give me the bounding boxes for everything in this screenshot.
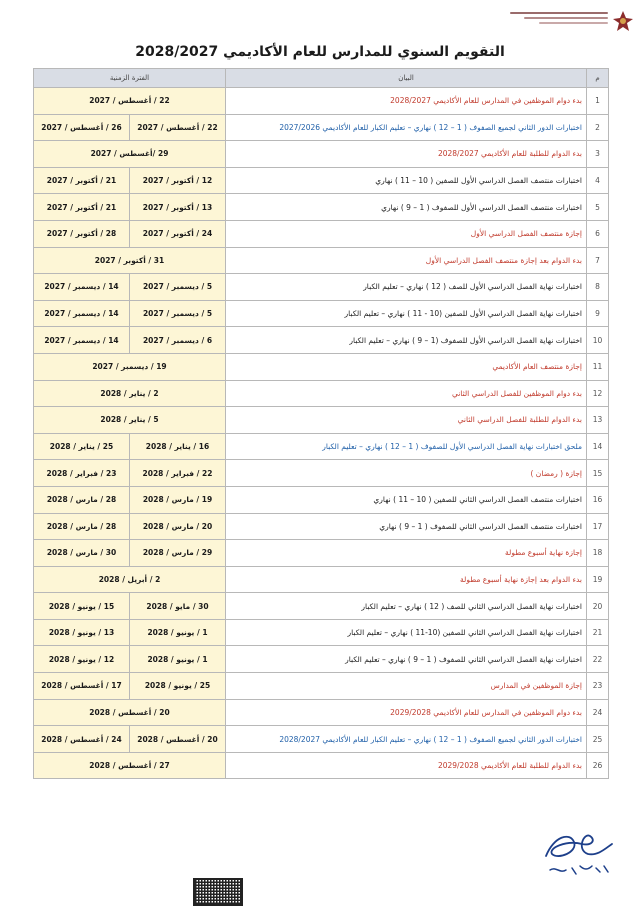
row-start-date: 20 / مارس / 2028 <box>130 513 226 540</box>
table-row <box>34 327 609 354</box>
row-description: بدء دوام الموظفين في المدارس للعام الأكاديمي 2029/2028 <box>226 699 587 726</box>
row-start-date: 25 / يونيو / 2028 <box>130 673 226 700</box>
row-description: اختبارات نهاية الفصل الدراسي الثاني للصفين (10-11 ) نهاري – تعليم الكبار <box>226 619 587 646</box>
row-number: 18 <box>587 540 609 567</box>
row-description: إجازة ( رمضان ) <box>226 460 587 487</box>
row-description: اختبارات نهاية الفصل الدراسي الثاني للصف ( 12 ) نهاري – تعليم الكبار <box>226 593 587 620</box>
row-end-date: 25 / يناير / 2028 <box>34 433 130 460</box>
row-description: إجازة نهاية أسبوع مطولة <box>226 540 587 567</box>
row-number: 10 <box>587 327 609 354</box>
row-number: 1 <box>587 88 609 115</box>
qr-code-icon <box>193 878 243 906</box>
table-row <box>34 593 609 620</box>
row-start-date: 29 / مارس / 2028 <box>130 540 226 567</box>
row-number: 8 <box>587 274 609 301</box>
table-row <box>34 220 609 247</box>
row-date: 27 / أغسطس / 2028 <box>34 752 226 779</box>
row-start-date: 24 / أكتوبر / 2027 <box>130 220 226 247</box>
page-title: التقويم السنوي للمدارس للعام الأكاديمي 2028/2027 <box>135 44 505 60</box>
row-description: اختبارات منتصف الفصل الدراسي الأول للصفين ( 10 – 11 ) نهاري <box>226 167 587 194</box>
table-row <box>34 752 609 779</box>
table-row <box>34 513 609 540</box>
row-start-date: 12 / أكتوبر / 2027 <box>130 167 226 194</box>
row-end-date: 26 / أغسطس / 2027 <box>34 114 130 141</box>
row-description: اختبارات منتصف الفصل الدراسي الثاني للصفين ( 10 – 11 ) نهاري <box>226 486 587 513</box>
row-start-date: 22 / فبراير / 2028 <box>130 460 226 487</box>
row-end-date: 28 / أكتوبر / 2027 <box>34 220 130 247</box>
row-description: بدء الدوام للطلبة للعام الأكاديمي 2029/2028 <box>226 752 587 779</box>
row-description: اختبارات نهاية الفصل الدراسي الأول للصفين (10 - 11 ) نهاري – تعليم الكبار <box>226 300 587 327</box>
row-number: 9 <box>587 300 609 327</box>
row-description: ملحق اختبارات نهاية الفصل الدراسي الأول للصفوف ( 1 – 12 ) نهاري – تعليم الكبار <box>226 433 587 460</box>
table-row <box>34 300 609 327</box>
row-description: بدء دوام الموظفين في المدارس للعام الأكاديمي 2028/2027 <box>226 88 587 115</box>
table-body <box>34 88 609 779</box>
row-number: 26 <box>587 752 609 779</box>
row-date: 22 / أغسطس / 2027 <box>34 88 226 115</box>
table-row <box>34 141 609 168</box>
row-number: 17 <box>587 513 609 540</box>
row-description: بدء الدوام بعد إجازة منتصف الفصل الدراسي الأول <box>226 247 587 274</box>
row-number: 4 <box>587 167 609 194</box>
row-date: 5 / يناير / 2028 <box>34 407 226 434</box>
row-end-date: 15 / يونيو / 2028 <box>34 593 130 620</box>
table-row <box>34 566 609 593</box>
row-number: 16 <box>587 486 609 513</box>
row-description: اختبارات منتصف الفصل الدراسي الأول للصفوف ( 1 – 9 ) نهاري <box>226 194 587 221</box>
row-number: 5 <box>587 194 609 221</box>
signature-icon <box>536 826 620 890</box>
row-number: 15 <box>587 460 609 487</box>
row-end-date: 14 / ديسمبر / 2027 <box>34 274 130 301</box>
table-row <box>34 540 609 567</box>
table-row <box>34 699 609 726</box>
row-end-date: 14 / ديسمبر / 2027 <box>34 300 130 327</box>
row-number: 6 <box>587 220 609 247</box>
row-start-date: 5 / ديسمبر / 2027 <box>130 274 226 301</box>
row-description: اختبارات منتصف الفصل الدراسي الثاني للصفوف ( 1 – 9 ) نهاري <box>226 513 587 540</box>
table-row <box>34 274 609 301</box>
row-number: 21 <box>587 619 609 646</box>
header-num: م <box>587 69 609 88</box>
header-period: الفترة الزمنية <box>34 69 226 88</box>
row-number: 2 <box>587 114 609 141</box>
row-number: 20 <box>587 593 609 620</box>
row-date: 31 / أكتوبر / 2027 <box>34 247 226 274</box>
table-row <box>34 114 609 141</box>
row-date: 2 / أبريل / 2028 <box>34 566 226 593</box>
row-end-date: 13 / يونيو / 2028 <box>34 619 130 646</box>
row-number: 11 <box>587 353 609 380</box>
row-number: 22 <box>587 646 609 673</box>
row-number: 3 <box>587 141 609 168</box>
row-description: اختبارات نهاية الفصل الدراسي الأول للصفوف (1 – 9 ) نهاري – تعليم الكبار <box>226 327 587 354</box>
table-row <box>34 194 609 221</box>
table-row <box>34 247 609 274</box>
row-end-date: 14 / ديسمبر / 2027 <box>34 327 130 354</box>
row-end-date: 24 / أغسطس / 2028 <box>34 726 130 753</box>
table-row <box>34 407 609 434</box>
row-number: 23 <box>587 673 609 700</box>
row-start-date: 1 / يونيو / 2028 <box>130 646 226 673</box>
row-end-date: 12 / يونيو / 2028 <box>34 646 130 673</box>
row-end-date: 28 / مارس / 2028 <box>34 486 130 513</box>
table-row <box>34 88 609 115</box>
row-end-date: 28 / مارس / 2028 <box>34 513 130 540</box>
row-start-date: 16 / يناير / 2028 <box>130 433 226 460</box>
row-start-date: 30 / مايو / 2028 <box>130 593 226 620</box>
row-description: بدء دوام الموظفين للفصل الدراسي الثاني <box>226 380 587 407</box>
row-description: اختبارات الدور الثاني لجميع الصفوف ( 1 – 12 ) نهاري – تعليم الكبار للعام الأكاديمي 2027/2026 <box>226 114 587 141</box>
row-description: إجازة الموظفين في المدارس <box>226 673 587 700</box>
row-end-date: 17 / أغسطس / 2028 <box>34 673 130 700</box>
row-description: إجازة منتصف العام الأكاديمي <box>226 353 587 380</box>
row-start-date: 5 / ديسمبر / 2027 <box>130 300 226 327</box>
row-number: 7 <box>587 247 609 274</box>
table-row <box>34 433 609 460</box>
row-start-date: 13 / أكتوبر / 2027 <box>130 194 226 221</box>
table-row <box>34 167 609 194</box>
row-end-date: 30 / مارس / 2028 <box>34 540 130 567</box>
logo-emblem-icon <box>612 10 634 32</box>
row-end-date: 21 / أكتوبر / 2027 <box>34 194 130 221</box>
table-row <box>34 673 609 700</box>
row-start-date: 22 / أغسطس / 2027 <box>130 114 226 141</box>
row-date: 20 / أغسطس / 2028 <box>34 699 226 726</box>
row-date: 29 /أغسطس / 2027 <box>34 141 226 168</box>
table-row <box>34 646 609 673</box>
row-end-date: 23 / فبراير / 2028 <box>34 460 130 487</box>
row-number: 25 <box>587 726 609 753</box>
logo-wordmark <box>510 12 608 27</box>
table-header-row <box>34 69 609 88</box>
row-number: 12 <box>587 380 609 407</box>
row-description: اختبارات نهاية الفصل الدراسي الثاني للصفوف ( 1 – 9 ) نهاري – تعليم الكبار <box>226 646 587 673</box>
row-description: إجازة منتصف الفصل الدراسي الأول <box>226 220 587 247</box>
row-number: 14 <box>587 433 609 460</box>
row-start-date: 6 / ديسمبر / 2027 <box>130 327 226 354</box>
row-date: 2 / يناير / 2028 <box>34 380 226 407</box>
table-row <box>34 619 609 646</box>
row-description: بدء الدوام للطلبة للعام الأكاديمي 2028/2027 <box>226 141 587 168</box>
row-start-date: 1 / يونيو / 2028 <box>130 619 226 646</box>
table-row <box>34 726 609 753</box>
calendar-table <box>33 68 609 779</box>
table-row <box>34 486 609 513</box>
row-start-date: 20 / أغسطس / 2028 <box>130 726 226 753</box>
table-row <box>34 460 609 487</box>
row-description: اختبارات نهاية الفصل الدراسي الأول للصف ( 12 ) نهاري – تعليم الكبار <box>226 274 587 301</box>
row-description: اختبارات الدور الثاني لجميع الصفوف ( 1 – 12 ) نهاري – تعليم الكبار للعام الأكاديمي 2028/2027 <box>226 726 587 753</box>
header-desc: البيان <box>226 69 587 88</box>
table-row <box>34 380 609 407</box>
ministry-logo-icon <box>506 6 634 36</box>
row-date: 19 / ديسمبر / 2027 <box>34 353 226 380</box>
row-number: 19 <box>587 566 609 593</box>
row-description: بدء الدوام للطلبة للفصل الدراسي الثاني <box>226 407 587 434</box>
row-number: 13 <box>587 407 609 434</box>
row-number: 24 <box>587 699 609 726</box>
row-description: بدء الدوام بعد إجازة نهاية أسبوع مطولة <box>226 566 587 593</box>
row-end-date: 21 / أكتوبر / 2027 <box>34 167 130 194</box>
table-row <box>34 353 609 380</box>
row-start-date: 19 / مارس / 2028 <box>130 486 226 513</box>
